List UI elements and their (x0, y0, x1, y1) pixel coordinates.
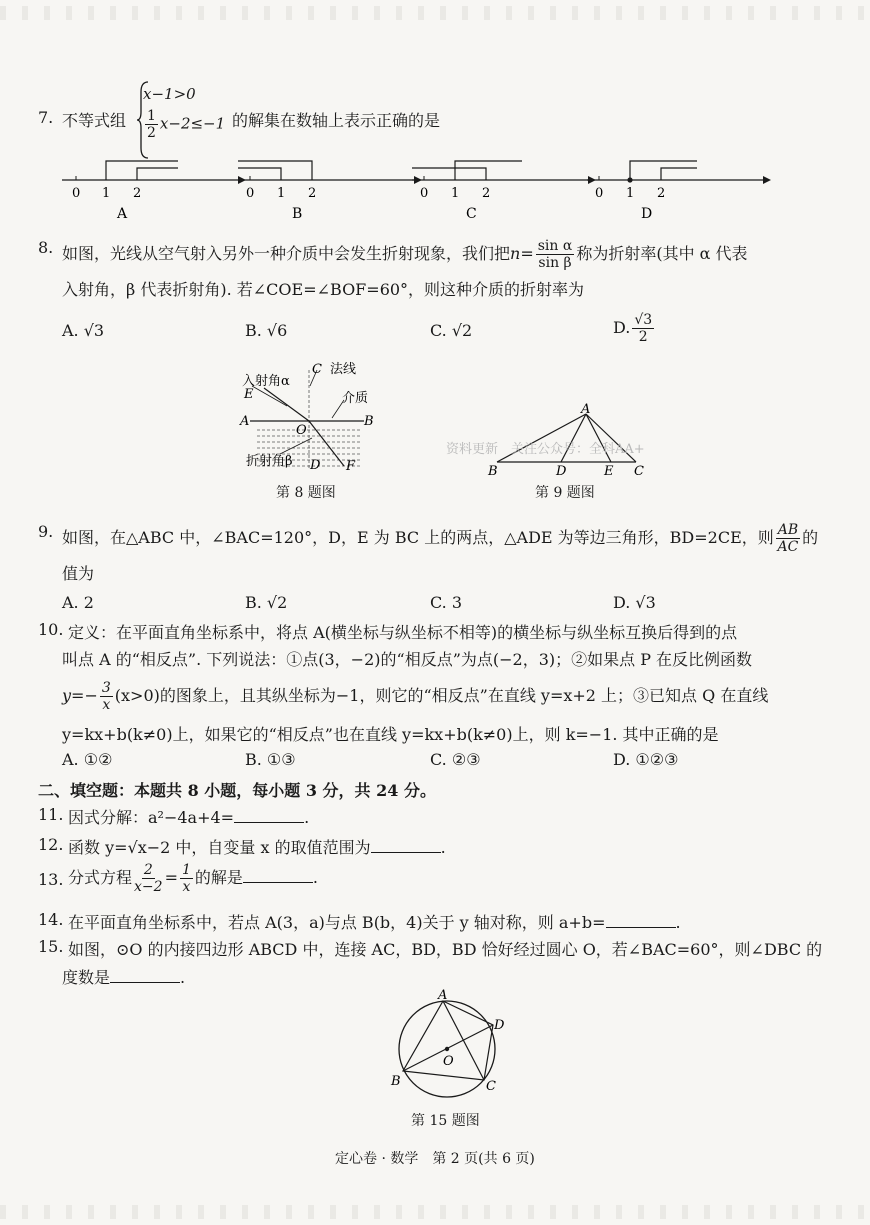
numberline-b (238, 161, 422, 222)
q10-line1: 定义：在平面直角坐标系中，将点 A(横坐标与纵坐标不相等)的横坐标与纵坐标互换后得到的点 (68, 623, 738, 642)
q8-number: 8. (38, 238, 54, 257)
q10-option-a: A. ①② (62, 750, 113, 769)
watermark: 资料更新 关注公众号：全科AA+ (446, 442, 645, 457)
q13-fraction-2: $\frac{1}{x}$ (181, 862, 191, 895)
fig8-caption: 第 8 题图 (276, 485, 336, 501)
q8-option-c: C. √2 (430, 321, 473, 340)
tick-1: 1 (102, 186, 111, 201)
numberline-d (587, 161, 771, 222)
label-medium: 介质 (342, 391, 369, 406)
scan-noise-bottom (0, 1205, 870, 1219)
q7-prefix: 不等式组 (62, 111, 127, 130)
point-d: D (556, 464, 567, 479)
point-c: C (312, 362, 322, 377)
tick-0: 0 (420, 186, 429, 201)
point-o: O (296, 423, 307, 438)
q8-option-b: B. √6 (245, 321, 288, 340)
q9-option-d: D. √3 (613, 593, 656, 612)
point-b: B (391, 1074, 401, 1089)
q15-number: 15. (38, 937, 64, 956)
q10-option-b: B. ①③ (245, 750, 296, 769)
label-normal: 法线 (330, 362, 357, 377)
q8-fraction: $\frac{\text{sin α}}{\text{sin β}}$ (537, 238, 573, 271)
option-letter: A (117, 206, 128, 222)
fig9-caption: 第 9 题图 (535, 485, 595, 501)
q14-answer-blank[interactable] (606, 913, 676, 928)
tick-1: 1 (277, 186, 286, 201)
point-e: E (244, 387, 254, 402)
option-letter: D (641, 206, 653, 222)
q7-number-lines (60, 150, 860, 225)
option-letter: B (292, 206, 303, 222)
point-b: B (488, 464, 498, 479)
q13-fraction-1: $\frac{2}{x-2}$ (134, 862, 163, 895)
point-d: D (494, 1018, 505, 1033)
q8-option-a: A. √3 (62, 321, 105, 340)
point-o: O (443, 1054, 454, 1069)
scan-noise-top (0, 6, 870, 20)
point-a: A (438, 988, 448, 1003)
point-f: F (346, 459, 356, 474)
q9-line1: 如图，在△ABC 中，∠BAC=120°，D，E 为 BC 上的两点，△ADE 为等边三角形，BD=2CE，则 $\frac{AB}{AC}$ 的 (62, 522, 819, 555)
q14-number: 14. (38, 910, 64, 929)
q15-line1: 如图，⊙O 的内接四边形 ABCD 中，连接 AC，BD，BD 恰好经过圆心 O，若∠BAC=60°，则∠DBC 的 (68, 940, 823, 959)
q11-answer-blank[interactable] (234, 808, 304, 823)
q10-option-c: C. ②③ (430, 750, 481, 769)
point-e: E (604, 464, 614, 479)
q8-line2: 入射角，β 代表折射角). 若∠COE=∠BOF=60°，则这种介质的折射率为 (62, 280, 585, 299)
q10-fraction: $\frac{3}{x}$ (101, 680, 111, 713)
q12-text: 函数 y=√x−2 中，自变量 x 的取值范围为 . (68, 838, 446, 857)
q15-line2: 度数是 . (62, 968, 186, 987)
fig8-refraction-diagram (232, 358, 392, 478)
q13-text: 分式方程 $\frac{2}{x-2}$ = $\frac{1}{x}$ 的解是 . (68, 862, 318, 895)
q10-line4: y=kx+b(k≠0)上，如果它的“相反点”也在直线 y=kx+b(k≠0)上，则 k=−1. 其中正确的是 (62, 725, 719, 744)
q13-answer-blank[interactable] (243, 868, 313, 883)
tick-0: 0 (595, 186, 604, 201)
q7-inequality-2: $\frac{1}{2}$ x−2≤−1 (147, 108, 226, 141)
q8-option-d-fraction: $\frac{√3}{2}$ (634, 312, 653, 345)
q11-text: 因式分解：a²−4a+4= . (68, 808, 310, 827)
q7-suffix: 的解集在数轴上表示正确的是 (232, 111, 441, 130)
q12-number: 12. (38, 835, 64, 854)
point-b: B (364, 414, 374, 429)
fig15-circle-diagram (385, 988, 515, 1098)
q9-option-c: C. 3 (430, 593, 463, 612)
q7-number: 7. (38, 108, 54, 127)
q9-fraction: $\frac{AB}{AC}$ (777, 522, 799, 555)
point-a: A (240, 414, 250, 429)
q13-number: 13. (38, 870, 64, 889)
q9-number: 9. (38, 522, 54, 541)
q9-line2: 值为 (62, 564, 95, 583)
q10-line2: 叫点 A 的“相反点”. 下列说法：①点(3，−2)的“相反点”为点(−2，3)；②如果点 P 在反比例函数 (62, 650, 753, 669)
option-letter: C (466, 206, 477, 222)
q9-option-b: B. √2 (245, 593, 288, 612)
point-d: D (310, 458, 321, 473)
section-2-heading: 二、填空题：本题共 8 小题，每小题 3 分，共 24 分。 (38, 781, 436, 800)
tick-2: 2 (657, 186, 666, 201)
q9-option-a: A. 2 (62, 593, 94, 612)
point-c: C (486, 1079, 496, 1094)
q14-text: 在平面直角坐标系中，若点 A(3，a)与点 B(b，4)关于 y 轴对称，则 a+b= . (68, 913, 681, 932)
q7-fraction: $\frac{1}{2}$ (147, 108, 156, 141)
label-refraction-angle: 折射角β (246, 454, 293, 469)
tick-2: 2 (133, 186, 142, 201)
tick-1: 1 (451, 186, 460, 201)
point-c: C (634, 464, 644, 479)
tick-2: 2 (308, 186, 317, 201)
numberline-c (412, 161, 596, 222)
tick-0: 0 (72, 186, 81, 201)
point-a: A (581, 402, 591, 417)
fig15-caption: 第 15 题图 (411, 1113, 480, 1129)
q10-option-d: D. ①②③ (613, 750, 679, 769)
q8-line1: 如图，光线从空气射入另外一种介质中会发生折射现象，我们把n= $\frac{\text{sin α}}{\text{sin β}}$ 称为折射率(其中 α 代表 (62, 238, 748, 271)
tick-0: 0 (246, 186, 255, 201)
q10-line3: y=− $\frac{3}{x}$ (x>0)的图象上，且其纵坐标为−1，则它的“相反点”在直线 y=x+2 上；③已知点 Q 在直线 (62, 680, 769, 713)
q15-answer-blank[interactable] (110, 968, 180, 983)
tick-1: 1 (626, 186, 635, 201)
label-incident-angle: 入射角α (242, 374, 290, 389)
q7-inequality-1: x−1>0 (143, 85, 196, 103)
q8-option-d: D. $\frac{√3}{2}$ (613, 312, 653, 345)
numberline-a (62, 161, 246, 222)
tick-2: 2 (482, 186, 491, 201)
page-footer: 定心卷 · 数学 第 2 页(共 6 页) (335, 1151, 535, 1167)
q12-answer-blank[interactable] (371, 838, 441, 853)
q11-number: 11. (38, 805, 64, 824)
q10-number: 10. (38, 620, 64, 639)
